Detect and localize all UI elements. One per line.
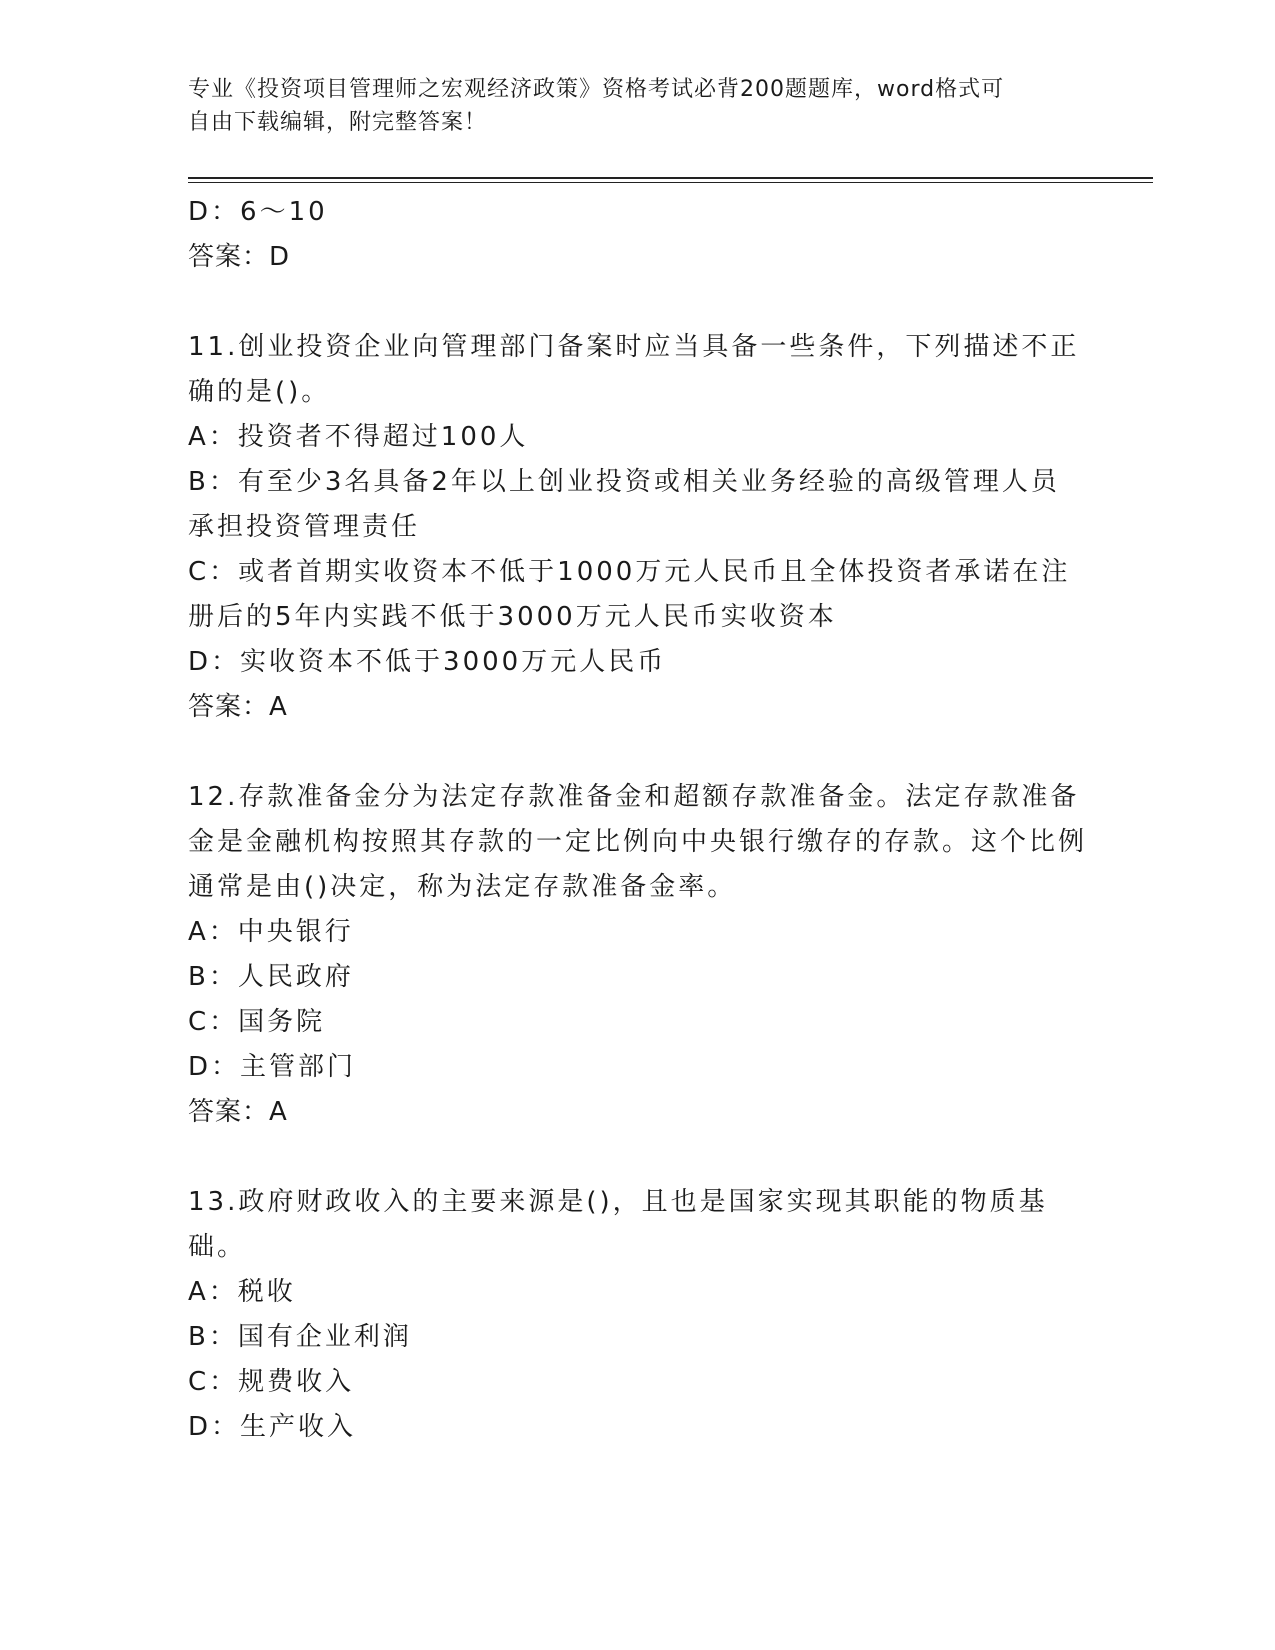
answer: 答案：A (188, 692, 288, 722)
option-a: A：投资者不得超过100人 (188, 422, 529, 452)
option-c: C：规费收入 (188, 1367, 355, 1397)
question-13 (188, 1180, 1088, 1450)
question-12 (188, 775, 1088, 1135)
question-text: 12.存款准备金分为法定存款准备金和超额存款准备金。法定存款准备金是金融机构按照其存款的一定比例向中央银行缴存的存款。这个比例通常是由()决定，称为法定存款准备金率。 (188, 782, 1088, 902)
question-text: 13.政府财政收入的主要来源是()，且也是国家实现其职能的物质基础。 (188, 1187, 1048, 1262)
prev-option-d: D：6～10 (188, 197, 328, 227)
option-b: B：人民政府 (188, 962, 354, 992)
option-a: A：税收 (188, 1277, 296, 1307)
option-a: A：中央银行 (188, 917, 354, 947)
option-c: C：或者首期实收资本不低于1000万元人民币且全体投资者承诺在注册后的5年内实践不低于3000万元人民币实收资本 (188, 557, 1071, 632)
header-rule-thick (188, 177, 1153, 179)
question-11 (188, 325, 1088, 730)
prev-answer: 答案：D (188, 242, 291, 272)
option-c: C：国务院 (188, 1007, 326, 1037)
option-d: D：主管部门 (188, 1052, 357, 1082)
document-header (188, 73, 1088, 139)
question-text: 11.创业投资企业向管理部门备案时应当具备一些条件，下列描述不正确的是()。 (188, 332, 1080, 407)
question-content (188, 190, 1088, 1450)
option-b: B：有至少3名具备2年以上创业投资或相关业务经验的高级管理人员承担投资管理责任 (188, 467, 1060, 542)
header-line-1: 专业《投资项目管理师之宏观经济政策》资格考试必背200题题库，word格式可 (188, 77, 1005, 102)
header-line-2: 自由下载编辑，附完整答案！ (188, 110, 488, 135)
option-d: D：实收资本不低于3000万元人民币 (188, 647, 667, 677)
option-b: B：国有企业利润 (188, 1322, 412, 1352)
option-d: D：生产收入 (188, 1412, 357, 1442)
answer: 答案：A (188, 1097, 288, 1127)
header-rule-thin (188, 182, 1153, 183)
